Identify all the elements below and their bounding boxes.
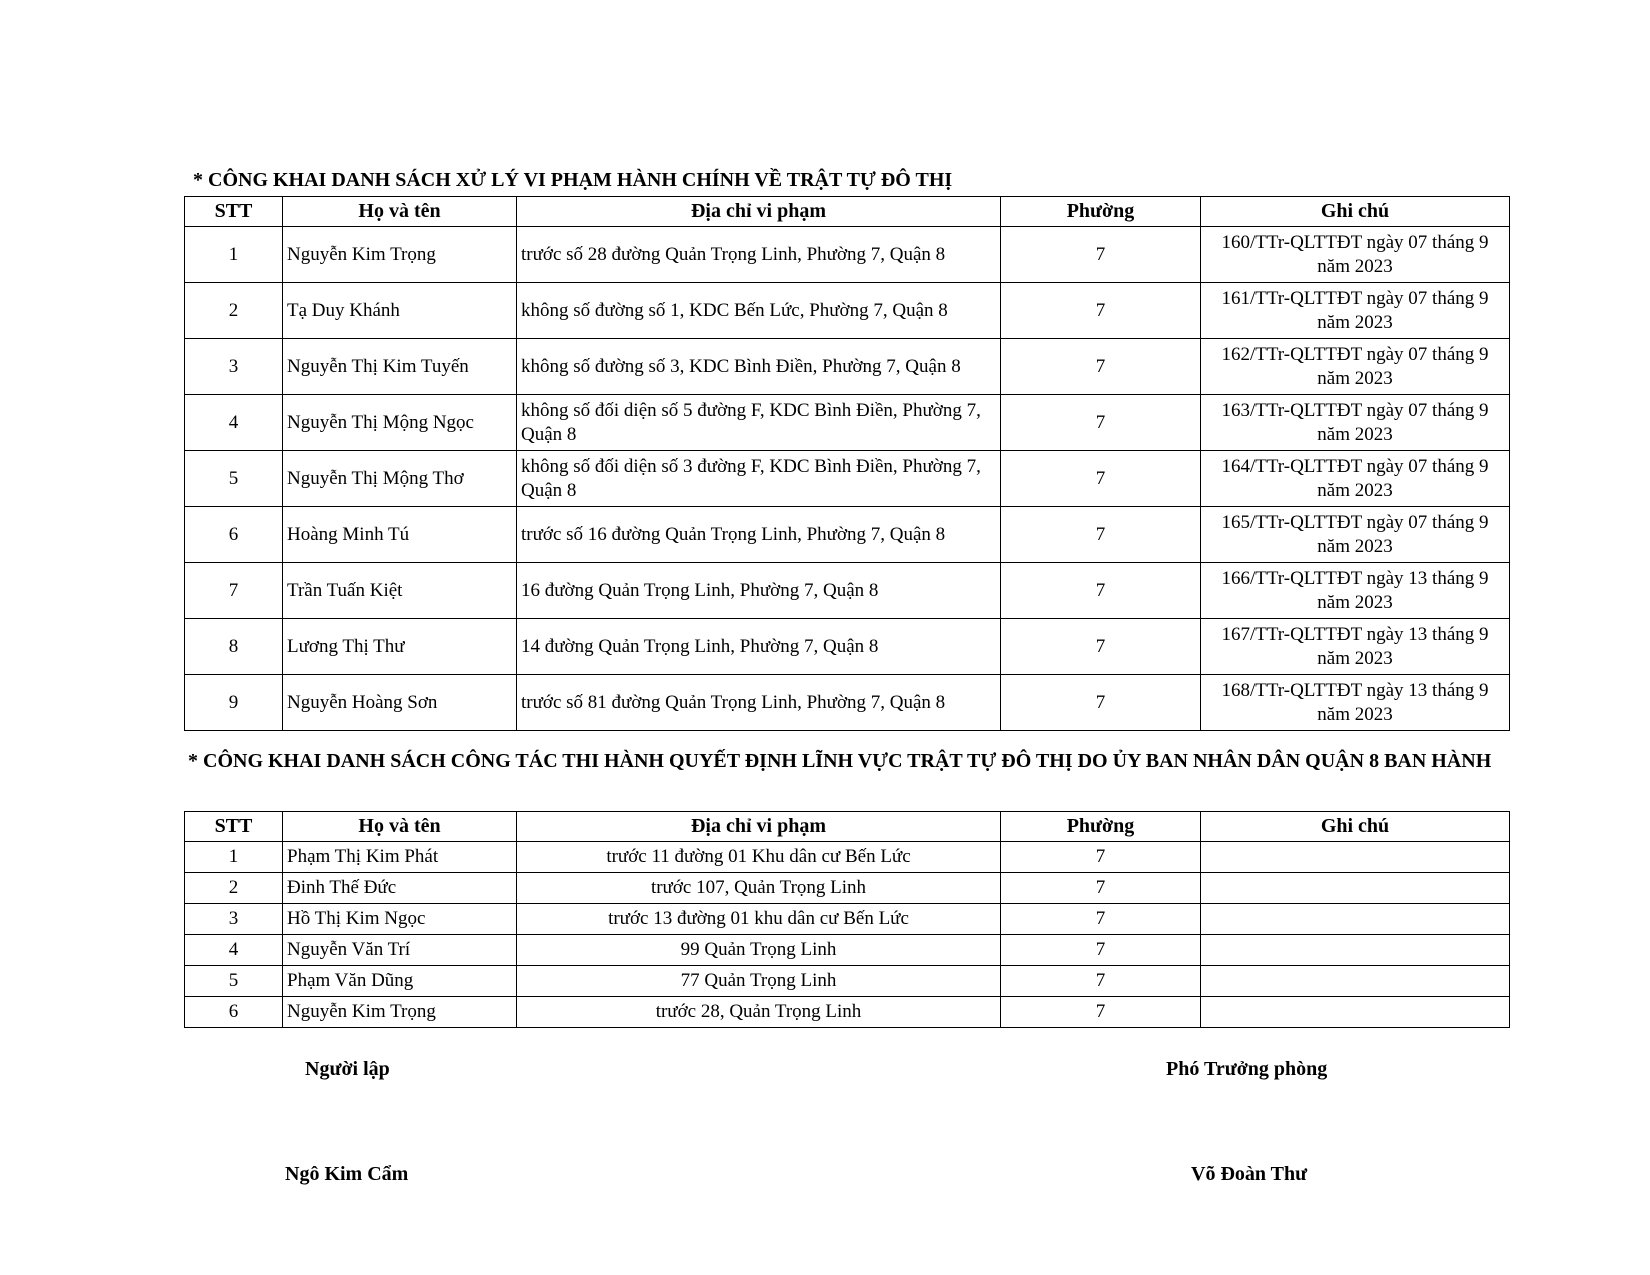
cell-ward: 7 [1001,966,1201,997]
cell-note: 162/TTr-QLTTĐT ngày 07 tháng 9 năm 2023 [1201,339,1510,395]
cell-note [1201,873,1510,904]
cell-stt: 2 [185,283,283,339]
cell-note: 161/TTr-QLTTĐT ngày 07 tháng 9 năm 2023 [1201,283,1510,339]
cell-note [1201,997,1510,1028]
cell-name: Tạ Duy Khánh [283,283,517,339]
cell-stt: 6 [185,507,283,563]
cell-note [1201,842,1510,873]
cell-address: không số đối diện số 5 đường F, KDC Bình Điền, Phường 7, Quận 8 [517,395,1001,451]
cell-name: Lương Thị Thư [283,619,517,675]
cell-note [1201,966,1510,997]
cell-ward: 7 [1001,873,1201,904]
cell-ward: 7 [1001,842,1201,873]
table-row [185,619,1510,675]
table-row [185,563,1510,619]
cell-stt: 1 [185,227,283,283]
cell-name: Phạm Thị Kim Phát [283,842,517,873]
cell-address: 99 Quản Trọng Linh [517,935,1001,966]
cell-stt: 7 [185,563,283,619]
cell-note: 165/TTr-QLTTĐT ngày 07 tháng 9 năm 2023 [1201,507,1510,563]
cell-stt: 9 [185,675,283,731]
cell-stt: 5 [185,966,283,997]
cell-stt: 2 [185,873,283,904]
table-header-row [185,197,1510,227]
cell-address: 16 đường Quản Trọng Linh, Phường 7, Quận 8 [517,563,1001,619]
cell-name: Nguyễn Kim Trọng [283,227,517,283]
header-note: Ghi chú [1201,812,1510,842]
table-row [185,395,1510,451]
cell-address: trước 11 đường 01 Khu dân cư Bến Lức [517,842,1001,873]
table-row [185,997,1510,1028]
cell-ward: 7 [1001,339,1201,395]
cell-note: 168/TTr-QLTTĐT ngày 13 tháng 9 năm 2023 [1201,675,1510,731]
cell-address: trước số 81 đường Quản Trọng Linh, Phường 7, Quận 8 [517,675,1001,731]
cell-ward: 7 [1001,935,1201,966]
cell-name: Đinh Thế Đức [283,873,517,904]
cell-ward: 7 [1001,395,1201,451]
table-row [185,842,1510,873]
cell-address: không số đường số 1, KDC Bến Lức, Phường 7, Quận 8 [517,283,1001,339]
header-address: Địa chỉ vi phạm [517,812,1001,842]
cell-name: Phạm Văn Dũng [283,966,517,997]
preparer-role: Người lập [305,1058,390,1080]
cell-address: 14 đường Quản Trọng Linh, Phường 7, Quận 8 [517,619,1001,675]
cell-note: 163/TTr-QLTTĐT ngày 07 tháng 9 năm 2023 [1201,395,1510,451]
cell-address: trước 28, Quản Trọng Linh [517,997,1001,1028]
table-row [185,339,1510,395]
header-name: Họ và tên [283,812,517,842]
table-row [185,507,1510,563]
cell-address: trước số 16 đường Quản Trọng Linh, Phường 7, Quận 8 [517,507,1001,563]
cell-note: 166/TTr-QLTTĐT ngày 13 tháng 9 năm 2023 [1201,563,1510,619]
cell-ward: 7 [1001,675,1201,731]
cell-ward: 7 [1001,904,1201,935]
cell-address: trước 13 đường 01 khu dân cư Bến Lức [517,904,1001,935]
cell-name: Hồ Thị Kim Ngọc [283,904,517,935]
enforcement-table [184,811,1510,1028]
cell-name: Hoàng Minh Tú [283,507,517,563]
table-row [185,935,1510,966]
cell-address: trước số 28 đường Quản Trọng Linh, Phường 7, Quận 8 [517,227,1001,283]
header-note: Ghi chú [1201,197,1510,227]
header-ward: Phường [1001,197,1201,227]
table-row [185,451,1510,507]
cell-stt: 5 [185,451,283,507]
cell-name: Nguyễn Thị Mộng Ngọc [283,395,517,451]
header-stt: STT [185,812,283,842]
cell-stt: 6 [185,997,283,1028]
deputy-head-name: Võ Đoàn Thư [1191,1163,1308,1185]
table-row [185,227,1510,283]
cell-note [1201,904,1510,935]
preparer-name: Ngô Kim Cẩm [285,1163,409,1185]
cell-stt: 1 [185,842,283,873]
cell-address: trước 107, Quản Trọng Linh [517,873,1001,904]
table-row [185,966,1510,997]
cell-note: 167/TTr-QLTTĐT ngày 13 tháng 9 năm 2023 [1201,619,1510,675]
cell-ward: 7 [1001,451,1201,507]
cell-name: Trần Tuấn Kiệt [283,563,517,619]
cell-ward: 7 [1001,227,1201,283]
cell-name: Nguyễn Kim Trọng [283,997,517,1028]
header-stt: STT [185,197,283,227]
cell-name: Nguyễn Hoàng Sơn [283,675,517,731]
header-ward: Phường [1001,812,1201,842]
cell-name: Nguyễn Thị Kim Tuyến [283,339,517,395]
cell-stt: 4 [185,935,283,966]
cell-stt: 8 [185,619,283,675]
header-name: Họ và tên [283,197,517,227]
cell-address: 77 Quản Trọng Linh [517,966,1001,997]
cell-ward: 7 [1001,507,1201,563]
table-row [185,675,1510,731]
cell-name: Nguyễn Thị Mộng Thơ [283,451,517,507]
cell-ward: 7 [1001,619,1201,675]
table-header-row [185,812,1510,842]
cell-note: 160/TTr-QLTTĐT ngày 07 tháng 9 năm 2023 [1201,227,1510,283]
cell-stt: 3 [185,904,283,935]
section1-title: * CÔNG KHAI DANH SÁCH XỬ LÝ VI PHẠM HÀNH CHÍNH VỀ TRẬT TỰ ĐÔ THỊ [193,169,953,191]
cell-note [1201,935,1510,966]
cell-ward: 7 [1001,997,1201,1028]
cell-ward: 7 [1001,563,1201,619]
deputy-head-role: Phó Trưởng phòng [1166,1058,1328,1080]
cell-name: Nguyễn Văn Trí [283,935,517,966]
header-address: Địa chỉ vi phạm [517,197,1001,227]
cell-ward: 7 [1001,283,1201,339]
section2-title: * CÔNG KHAI DANH SÁCH CÔNG TÁC THI HÀNH QUYẾT ĐỊNH LĨNH VỰC TRẬT TỰ ĐÔ THỊ DO ỦY BAN NHÂN DÂN QUẬN 8 BAN HÀNH [188,750,1492,772]
violations-table [184,196,1510,731]
table-row [185,873,1510,904]
cell-address: không số đường số 3, KDC Bình Điền, Phường 7, Quận 8 [517,339,1001,395]
cell-stt: 3 [185,339,283,395]
table-row [185,904,1510,935]
table-row [185,283,1510,339]
cell-address: không số đối diện số 3 đường F, KDC Bình Điền, Phường 7, Quận 8 [517,451,1001,507]
cell-note: 164/TTr-QLTTĐT ngày 07 tháng 9 năm 2023 [1201,451,1510,507]
cell-stt: 4 [185,395,283,451]
